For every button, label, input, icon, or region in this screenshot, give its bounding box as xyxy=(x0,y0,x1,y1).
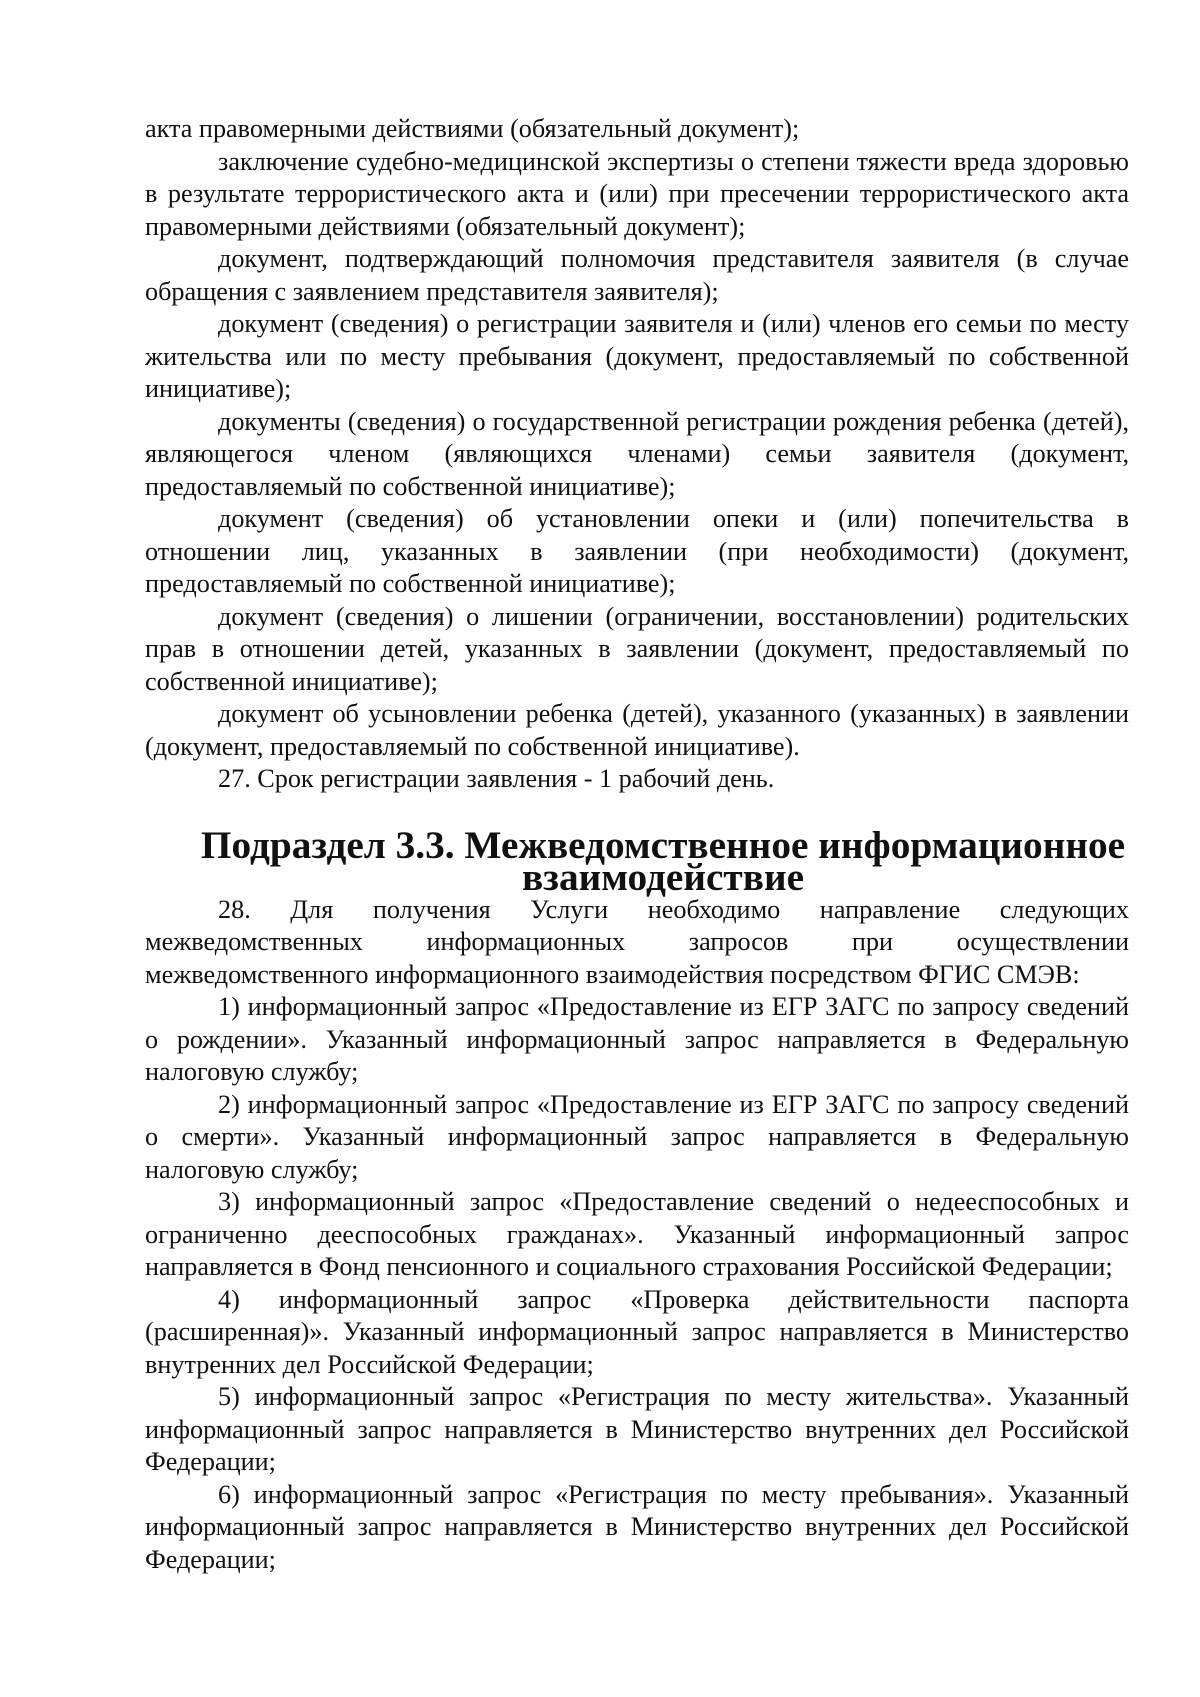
paragraph: заключение судебно-медицинской экспертизы о степени тяжести вреда здоровью в результате террористического акта и (или) при пресечении террористического акта правомерными действиями (обязательный документ); xyxy=(145,146,1129,241)
list-item: 2) информационный запрос «Предоставление из ЕГР ЗАГС по запросу сведений о смерти». Указанный информационный запрос направляется в Федеральную налоговую службу; xyxy=(145,1089,1129,1184)
paragraph: документ (сведения) о лишении (ограничении, восстановлении) родительских прав в отношении детей, указанных в заявлении (документ, предоставляемый по собственной инициативе); xyxy=(145,601,1129,696)
list-item: 1) информационный запрос «Предоставление из ЕГР ЗАГС по запросу сведений о рождении». Указанный информационный запрос направляется в Федеральную налоговую службу; xyxy=(145,992,1129,1086)
list-item: 6) информационный запрос «Регистрация по месту пребывания». Указанный информационный запрос направляется в Министерство внутренних дел Российской Федерации; xyxy=(145,1479,1129,1574)
paragraph: документы (сведения) о государственной регистрации рождения ребенка (детей), являющегося членом (являющихся членами) семьи заявителя (документ, предоставляемый по собственной инициативе); xyxy=(145,406,1129,501)
paragraph-item-27: 27. Срок регистрации заявления - 1 рабочий день. xyxy=(218,764,775,793)
list-item: 5) информационный запрос «Регистрация по месту жительства». Указанный информационный запрос направляется в Министерство внутренних дел Российской Федерации; xyxy=(145,1382,1129,1476)
list-item: 4) информационный запрос «Проверка действительности паспорта (расширенная)». Указанный информационный запрос направляется в Министерство внутренних дел Российской Федерации; xyxy=(145,1284,1129,1379)
paragraph: документ (сведения) об установлении опеки и (или) попечительства в отношении лиц, указанных в заявлении (при необходимости) (документ, предоставляемый по собственной инициативе); xyxy=(145,504,1129,598)
paragraph: акта правомерными действиями (обязательный документ); xyxy=(145,114,800,143)
list-item: 3) информационный запрос «Предоставление сведений о недееспособных и ограниченно дееспособных гражданах». Указанный информационный запрос направляется в Фонд пенсионного и социального страхования Российской Федерации; xyxy=(145,1187,1129,1281)
paragraph: документ (сведения) о регистрации заявителя и (или) членов его семьи по месту жительства или по месту пребывания (документ, предоставляемый по собственной инициативе); xyxy=(145,309,1129,403)
paragraph: документ, подтверждающий полномочия представителя заявителя (в случае обращения с заявлением представителя заявителя); xyxy=(145,244,1129,306)
section-heading: Подраздел 3.3. Межведомственное информационное взаимодействие xyxy=(200,822,1126,899)
document-body xyxy=(145,113,1129,1576)
paragraph: документ об усыновлении ребенка (детей), указанного (указанных) в заявлении (документ, предоставляемый по собственной инициативе). xyxy=(145,699,1129,761)
paragraph-item-28: 28. Для получения Услуги необходимо направление следующих межведомственных информационных запросов при осуществлении межведомственного информационного взаимодействия посредством ФГИС СМЭВ: xyxy=(145,894,1129,989)
